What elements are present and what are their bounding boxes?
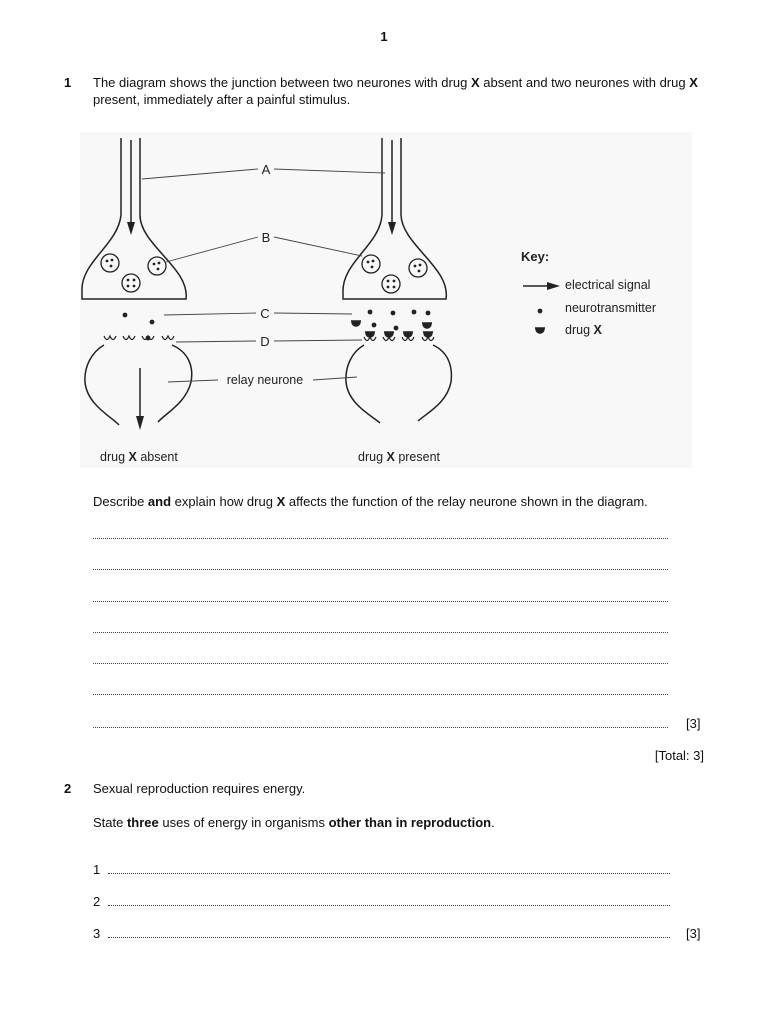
label-b: B bbox=[261, 230, 271, 245]
caption-drug-x-absent: drug X absent bbox=[100, 450, 178, 464]
synapse-diagram bbox=[0, 0, 768, 480]
key-title: Key: bbox=[521, 249, 550, 264]
question-2-marks: [3] bbox=[686, 926, 701, 941]
question-2-prompt: State three uses of energy in organisms other than in reproduction. bbox=[93, 815, 495, 830]
answer-line[interactable] bbox=[93, 601, 668, 602]
question-1-marks: [3] bbox=[686, 716, 701, 731]
label-a: A bbox=[261, 162, 271, 177]
key-drug-x: drug X bbox=[565, 323, 602, 337]
question-1-prompt: Describe and explain how drug X affects the function of the relay neurone shown in the diagram. bbox=[93, 494, 648, 509]
answer-number-1: 1 bbox=[93, 862, 101, 877]
answer-line[interactable] bbox=[93, 663, 668, 664]
question-2-text: Sexual reproduction requires energy. bbox=[93, 781, 306, 796]
page-number: 1 bbox=[380, 29, 388, 44]
answer-line[interactable] bbox=[93, 632, 668, 633]
question-2-number: 2 bbox=[64, 781, 72, 796]
question-1-intro: The diagram shows the junction between two neurones with drug X absent and two neurones with drug X present, immediately after a painful stimulus. bbox=[93, 75, 698, 107]
answer-line-2[interactable] bbox=[108, 905, 670, 906]
answer-number-2: 2 bbox=[93, 894, 101, 909]
answer-line[interactable] bbox=[93, 694, 668, 695]
question-1-number: 1 bbox=[64, 75, 72, 90]
answer-line-3[interactable] bbox=[108, 937, 670, 938]
key-neurotransmitter: neurotransmitter bbox=[565, 301, 657, 315]
caption-drug-x-present: drug X present bbox=[358, 450, 441, 464]
answer-line[interactable] bbox=[93, 727, 668, 728]
question-1-total: [Total: 3] bbox=[654, 748, 704, 763]
answer-line[interactable] bbox=[93, 538, 668, 539]
key-neurotransmitter-icon bbox=[538, 309, 543, 314]
label-c: C bbox=[260, 306, 270, 321]
label-relay-neurone: relay neurone bbox=[226, 373, 304, 387]
answer-line-1[interactable] bbox=[108, 873, 670, 874]
answer-number-3: 3 bbox=[93, 926, 101, 941]
answer-line[interactable] bbox=[93, 569, 668, 570]
key-electrical-signal: electrical signal bbox=[565, 278, 651, 292]
label-d: D bbox=[260, 334, 270, 349]
